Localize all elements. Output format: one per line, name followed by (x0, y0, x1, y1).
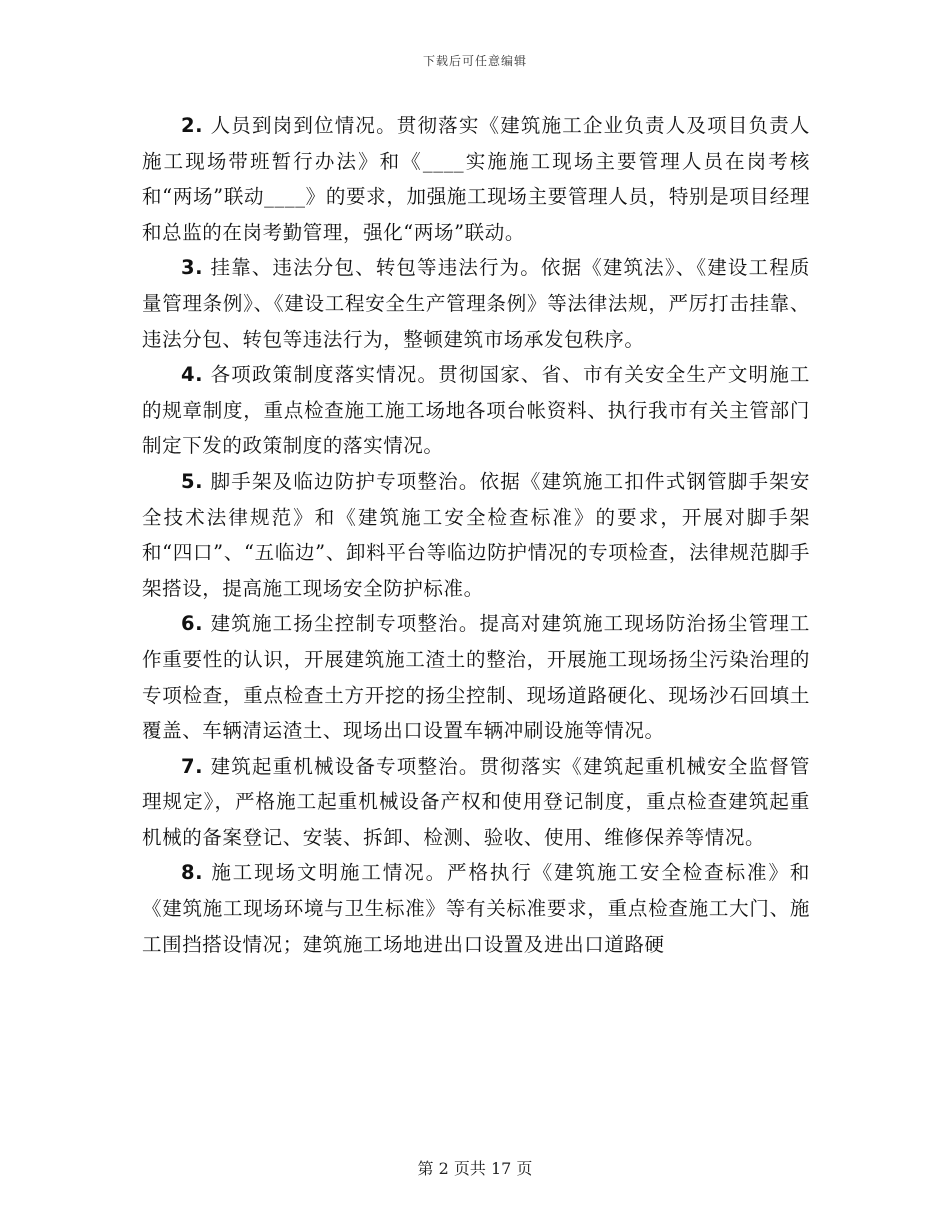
paragraph-item-8 (142, 855, 810, 962)
item-number: 7. (181, 754, 204, 778)
paragraph-item-7 (142, 749, 810, 856)
document-body (142, 108, 810, 962)
item-number: 3. (181, 256, 204, 280)
item-number: 2. (181, 114, 204, 137)
paragraph-item-2 (142, 108, 810, 250)
paragraph-text: 建筑起重机械设备专项整治。贯彻落实《建筑起重机械安全监督管理规定》，严格施工起重机械设备产权和使用登记制度，重点检查建筑起重机械的备案登记、安装、拆卸、检测、验收、使用、维修保养等情况。 (142, 754, 810, 849)
paragraph-text: 各项政策制度落实情况。贯彻国家、省、市有关安全生产文明施工的规章制度，重点检查施工施工场地各项台帐资料、执行我市有关主管部门制定下发的政策制度的落实情况。 (142, 363, 810, 458)
paragraph-item-5 (142, 464, 810, 606)
paragraph-text: 挂靠、违法分包、转包等违法行为。依据《建筑法》、《建设工程质量管理条例》、《建设工程安全生产管理条例》等法律法规，严厉打击挂靠、违法分包、转包等违法行为，整顿建筑市场承发包秩序。 (142, 256, 810, 351)
paragraph-text: 施工现场文明施工情况。严格执行《建筑施工安全检查标准》和《建筑施工现场环境与卫生标准》等有关标准要求，重点检查施工大门、施工围挡搭设情况；建筑施工场地进出口设置及进出口道路硬 (142, 861, 810, 956)
page-header: 下载后可任意编辑 (422, 54, 527, 68)
paragraph-text: 建筑施工扬尘控制专项整治。提高对建筑施工现场防治扬尘管理工作重要性的认识，开展建筑施工渣土的整治，开展施工现场扬尘污染治理的专项检查，重点检查土方开挖的扬尘控制、现场道路硬化、现场沙石回填土覆盖、车辆清运渣土、现场出口设置车辆冲刷设施等情况。 (142, 612, 810, 743)
paragraph-text: 人员到岗到位情况。贯彻落实《建筑施工企业负责人及项目负责人施工现场带班暂行办法》和《____实施施工现场主要管理人员在岗考核和“两场”联动____》的要求，加强施工现场主要管理人员，特别是项目经理和总监的在岗考勤管理，强化“两场”联动。 (142, 114, 810, 244)
paragraph-item-4 (142, 357, 810, 464)
item-number: 6. (181, 612, 204, 636)
paragraph-item-6 (142, 606, 810, 748)
item-number: 5. (181, 469, 204, 493)
paragraph-item-3 (142, 250, 810, 357)
page-number-footer: 第 2 页共 17 页 (417, 1159, 533, 1178)
item-number: 8. (181, 861, 204, 885)
paragraph-text: 脚手架及临边防护专项整治。依据《建筑施工扣件式钢管脚手架安全技术法律规范》和《建筑施工安全检查标准》的要求，开展对脚手架和“四口”、“五临边”、卸料平台等临边防护情况的专项检查，法律规范脚手架搭设，提高施工现场安全防护标准。 (142, 469, 810, 600)
item-number: 4. (181, 363, 204, 387)
